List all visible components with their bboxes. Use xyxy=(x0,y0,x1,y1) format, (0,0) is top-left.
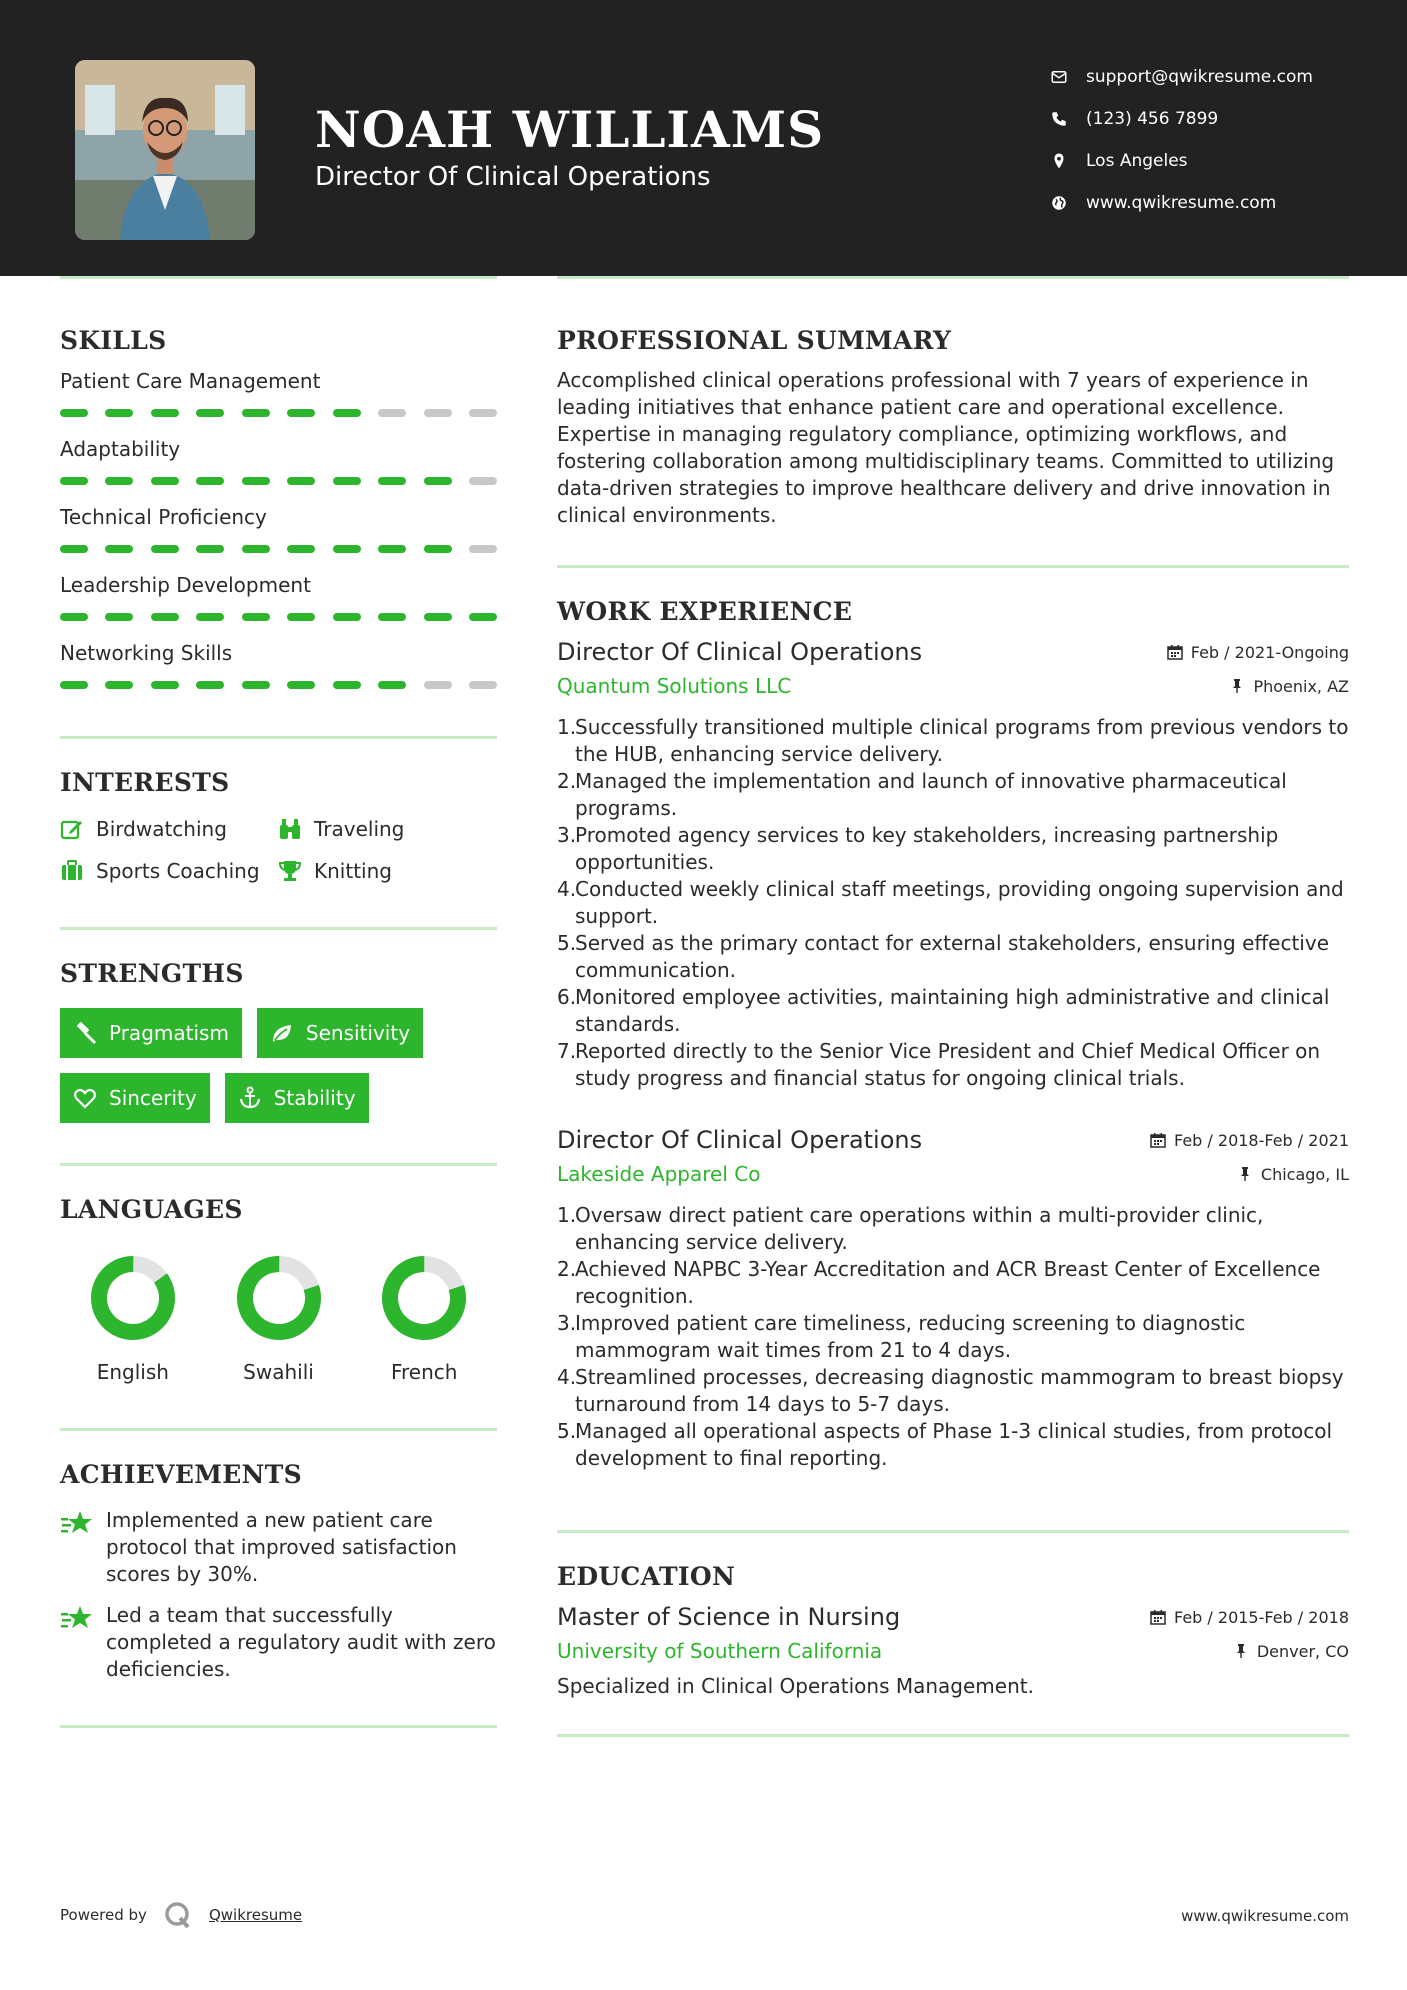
calendar-icon xyxy=(1167,644,1183,660)
skill-level-dash xyxy=(287,613,315,621)
strength-badge xyxy=(60,1073,210,1123)
job-company: Quantum Solutions LLC xyxy=(557,674,792,698)
duty-text: Successfully transitioned multiple clinical programs from previous vendors to the HUB, enhancing service delivery. xyxy=(575,715,1349,766)
job-location-text: Chicago, IL xyxy=(1260,1164,1349,1184)
interest-item xyxy=(278,817,497,841)
strength-badge xyxy=(225,1073,369,1123)
language-name: French xyxy=(390,1360,458,1384)
skill-level-dash xyxy=(424,545,452,553)
duty-number: 4. xyxy=(557,1365,577,1389)
star-icon xyxy=(60,1604,94,1632)
education-title: EDUCATION xyxy=(557,1562,736,1591)
pin-icon xyxy=(1229,678,1245,694)
skill-level-dash xyxy=(378,681,406,689)
duty-number: 2. xyxy=(557,769,577,793)
duty-number: 7. xyxy=(557,1039,577,1063)
language-donut-fill xyxy=(381,1255,467,1341)
job-company: Lakeside Apparel Co xyxy=(557,1162,761,1186)
achievement-item xyxy=(60,1602,497,1683)
language-item xyxy=(60,1254,206,1384)
education-location xyxy=(1233,1642,1349,1661)
job-company-row xyxy=(557,1162,1349,1186)
contact-phone-text: (123) 456 7899 xyxy=(1086,109,1219,129)
job-duty xyxy=(557,1310,1349,1364)
edit-icon xyxy=(60,817,84,841)
education-row xyxy=(557,1639,1349,1663)
interest-label: Birdwatching xyxy=(96,817,227,841)
language-donut xyxy=(235,1254,323,1342)
job-duty xyxy=(557,1418,1349,1472)
skill-level-dash xyxy=(196,409,224,417)
skill-level-dash xyxy=(287,545,315,553)
skill-name: Adaptability xyxy=(60,437,181,461)
interest-label: Sports Coaching xyxy=(96,859,260,883)
duty-number: 1. xyxy=(557,715,577,739)
skill-level-dash xyxy=(333,477,361,485)
language-donut xyxy=(380,1254,468,1342)
skill-level-dash xyxy=(333,545,361,553)
globe-icon xyxy=(1050,194,1068,212)
job-title: Director Of Clinical Operations xyxy=(557,638,923,666)
duty-text: Oversaw direct patient care operations within a multi-provider clinic, enhancing service delivery. xyxy=(575,1203,1264,1254)
skill-level-dash xyxy=(469,613,497,621)
anchor-icon xyxy=(238,1086,262,1110)
section-divider xyxy=(557,1734,1349,1737)
star-icon xyxy=(60,1509,94,1537)
duty-number: 1. xyxy=(557,1203,577,1227)
job-entry xyxy=(557,638,1349,1092)
skill-level-dash xyxy=(469,409,497,417)
right-column xyxy=(557,276,1349,1737)
strength-label: Sensitivity xyxy=(305,1021,411,1045)
skill-level-dash xyxy=(151,613,179,621)
leaf-icon xyxy=(270,1021,294,1045)
job-duty xyxy=(557,768,1349,822)
strengths-list xyxy=(60,1008,497,1123)
skill-level-dash xyxy=(242,409,270,417)
skill-level-dash xyxy=(60,681,88,689)
job-duties xyxy=(557,1202,1349,1472)
skill-level-dash xyxy=(333,681,361,689)
skill-name: Technical Proficiency xyxy=(60,505,267,529)
job-location-text: Phoenix, AZ xyxy=(1253,676,1349,696)
languages-title: LANGUAGES xyxy=(60,1195,243,1224)
strength-label: Stability xyxy=(273,1086,356,1110)
education-dates xyxy=(1150,1608,1349,1627)
language-item xyxy=(206,1254,352,1384)
skill-level-dash xyxy=(424,409,452,417)
job-duties xyxy=(557,714,1349,1092)
job-duty xyxy=(557,1256,1349,1310)
footer-website[interactable]: www.qwikresume.com xyxy=(1181,1907,1349,1925)
skill-level-dash xyxy=(196,477,224,485)
skill-level-dash xyxy=(105,409,133,417)
skill-level-dash xyxy=(242,681,270,689)
skills-list xyxy=(60,369,497,689)
job-duty xyxy=(557,1202,1349,1256)
skill-level-dash xyxy=(469,477,497,485)
skill-level-dash xyxy=(60,545,88,553)
duty-text: Improved patient care timeliness, reducing screening to diagnostic mammogram wait times from 21 to 4 days. xyxy=(575,1311,1246,1362)
skill-level-bar xyxy=(60,477,497,485)
experience-title: WORK EXPERIENCE xyxy=(557,597,853,626)
skill-level-dash xyxy=(287,409,315,417)
education-location-text: Denver, CO xyxy=(1256,1641,1349,1661)
job-entry xyxy=(557,1126,1349,1472)
skill-level-dash xyxy=(151,477,179,485)
duty-text: Managed all operational aspects of Phase 1-3 clinical studies, from protocol development to final reporting. xyxy=(575,1419,1333,1470)
skill-level-dash xyxy=(151,409,179,417)
duty-number: 3. xyxy=(557,1311,577,1335)
heart-icon xyxy=(73,1086,97,1110)
duty-text: Achieved NAPBC 3-Year Accreditation and ACR Breast Center of Excellence recognition. xyxy=(575,1257,1321,1308)
interest-label: Traveling xyxy=(314,817,405,841)
language-item xyxy=(351,1254,497,1384)
summary-text: Accomplished clinical operations professional with 7 years of experience in leading initiatives that enhance patient care and operational excellence. Expertise in managing regulatory compliance, optimizing workflows, and fostering collaboration among multidisciplinary teams. Committed to utilizing data-driven strategies to improve healthcare delivery and drive innovation in clinical environments. xyxy=(557,368,1335,527)
skill-level-bar xyxy=(60,545,497,553)
skill-level-dash xyxy=(60,613,88,621)
strength-label: Pragmatism xyxy=(109,1021,229,1045)
trophy-icon xyxy=(278,859,302,883)
strength-badge xyxy=(257,1008,423,1058)
strengths-title: STRENGTHS xyxy=(60,959,244,988)
education-description: Specialized in Clinical Operations Management. xyxy=(557,1674,1034,1698)
language-name: Swahili xyxy=(243,1360,314,1384)
skill-level-dash xyxy=(105,681,133,689)
section-divider xyxy=(60,1725,497,1728)
skill-level-dash xyxy=(378,409,406,417)
interest-item xyxy=(278,859,497,883)
skill-level-dash xyxy=(424,477,452,485)
language-donut xyxy=(89,1254,177,1342)
footer-powered-by xyxy=(60,1900,302,1930)
language-donut-fill xyxy=(89,1254,177,1342)
job-duty xyxy=(557,822,1349,876)
degree-title: Master of Science in Nursing xyxy=(557,1603,901,1631)
skill-level-dash xyxy=(469,545,497,553)
gavel-icon xyxy=(73,1021,97,1045)
jobs-list xyxy=(557,638,1349,1472)
skill-level-dash xyxy=(105,545,133,553)
skill-level-dash xyxy=(151,545,179,553)
education-row xyxy=(557,1603,1349,1631)
skill-level-dash xyxy=(196,545,224,553)
skill-level-dash xyxy=(196,613,224,621)
duty-number: 4. xyxy=(557,877,577,901)
skill-level-dash xyxy=(60,409,88,417)
strength-label: Sincerity xyxy=(109,1086,197,1110)
skill-level-dash xyxy=(151,681,179,689)
contact-location xyxy=(1050,140,1313,182)
skill-level-dash xyxy=(424,681,452,689)
brand-link[interactable]: Qwikresume xyxy=(208,1906,303,1924)
duty-text: Managed the implementation and launch of innovative pharmaceutical programs. xyxy=(575,769,1287,820)
achievements-title: ACHIEVEMENTS xyxy=(60,1460,302,1489)
contact-website[interactable] xyxy=(1050,182,1313,224)
skill-level-dash xyxy=(60,477,88,485)
skill-level-dash xyxy=(287,681,315,689)
skill-level-bar xyxy=(60,409,497,417)
job-location xyxy=(1229,677,1349,696)
resume-header xyxy=(0,0,1407,276)
language-donut-fill xyxy=(236,1255,322,1341)
skill-level-dash xyxy=(196,681,224,689)
contact-website-text: www.qwikresume.com xyxy=(1086,193,1277,213)
skill-level-dash xyxy=(287,477,315,485)
achievement-text: Implemented a new patient care protocol that improved satisfaction scores by 30%. xyxy=(106,1508,457,1586)
skill-level-bar xyxy=(60,613,497,621)
left-column xyxy=(60,276,497,1728)
contact-location-text: Los Angeles xyxy=(1086,151,1188,171)
job-duty xyxy=(557,1038,1349,1092)
interests-title: INTERESTS xyxy=(60,768,230,797)
calendar-icon xyxy=(1150,1609,1166,1625)
candidate-name: NOAH WILLIAMS xyxy=(315,100,825,159)
job-duty xyxy=(557,930,1349,984)
job-header-row xyxy=(557,1126,1349,1154)
pin-icon xyxy=(1233,1643,1249,1659)
job-company-row xyxy=(557,674,1349,698)
duty-number: 5. xyxy=(557,1419,577,1443)
language-name: English xyxy=(96,1360,169,1384)
duty-text: Reported directly to the Senior Vice President and Chief Medical Officer on study progress and financial status for ongoing clinical trials. xyxy=(575,1039,1321,1090)
education-dates-text: Feb / 2015-Feb / 2018 xyxy=(1174,1607,1349,1627)
interest-label: Knitting xyxy=(314,859,392,883)
binoculars-icon xyxy=(278,817,302,841)
interest-item xyxy=(60,817,278,841)
skill-level-dash xyxy=(333,613,361,621)
map-pin-icon xyxy=(1050,152,1068,170)
duty-text: Promoted agency services to key stakeholders, increasing partnership opportunities. xyxy=(575,823,1279,874)
job-dates-text: Feb / 2018-Feb / 2021 xyxy=(1174,1130,1349,1150)
skill-level-dash xyxy=(105,613,133,621)
envelope-icon xyxy=(1050,68,1068,86)
skill-name: Patient Care Management xyxy=(60,369,321,393)
duty-text: Conducted weekly clinical staff meetings, providing ongoing supervision and support. xyxy=(575,877,1344,928)
job-dates xyxy=(1167,643,1349,662)
briefcase-icon xyxy=(60,859,84,883)
phone-icon xyxy=(1050,110,1068,128)
strength-badge xyxy=(60,1008,242,1058)
job-dates xyxy=(1150,1131,1349,1150)
duty-text: Monitored employee activities, maintaining high administrative and clinical standards. xyxy=(575,985,1330,1036)
skill-level-dash xyxy=(242,545,270,553)
achievement-text: Led a team that successfully completed a regulatory audit with zero deficiencies. xyxy=(106,1603,496,1681)
pin-icon xyxy=(1237,1166,1253,1182)
skill-level-dash xyxy=(333,409,361,417)
job-location xyxy=(1237,1165,1349,1184)
duty-text: Served as the primary contact for external stakeholders, ensuring effective communication. xyxy=(575,931,1329,982)
skill-level-dash xyxy=(378,545,406,553)
skill-name: Networking Skills xyxy=(60,641,233,665)
contact-list xyxy=(1050,56,1313,224)
job-duty xyxy=(557,876,1349,930)
skill-level-dash xyxy=(469,681,497,689)
job-header-row xyxy=(557,638,1349,666)
skill-level-dash xyxy=(242,477,270,485)
contact-email[interactable] xyxy=(1050,56,1313,98)
powered-by-text: Powered by xyxy=(60,1906,147,1924)
profile-photo xyxy=(75,60,255,240)
skills-title: SKILLS xyxy=(60,326,167,355)
interests-list xyxy=(60,817,497,883)
candidate-title: Director Of Clinical Operations xyxy=(315,162,711,192)
qwikresume-logo-icon xyxy=(163,1900,193,1930)
school-name: University of Southern California xyxy=(557,1639,883,1663)
skill-level-dash xyxy=(378,613,406,621)
skill-level-dash xyxy=(105,477,133,485)
contact-email-text: support@qwikresume.com xyxy=(1086,67,1313,87)
skill-level-dash xyxy=(242,613,270,621)
languages-list xyxy=(60,1254,497,1384)
skill-level-bar xyxy=(60,681,497,689)
interest-item xyxy=(60,859,278,883)
achievement-item xyxy=(60,1507,497,1588)
skill-level-dash xyxy=(424,613,452,621)
job-title: Director Of Clinical Operations xyxy=(557,1126,923,1154)
summary-title: PROFESSIONAL SUMMARY xyxy=(557,326,952,355)
contact-phone[interactable] xyxy=(1050,98,1313,140)
duty-number: 5. xyxy=(557,931,577,955)
duty-number: 6. xyxy=(557,985,577,1009)
job-dates-text: Feb / 2021-Ongoing xyxy=(1190,642,1349,662)
duty-text: Streamlined processes, decreasing diagnostic mammogram to breast biopsy turnaround from 14 days to 5-7 days. xyxy=(575,1365,1344,1416)
skill-name: Leadership Development xyxy=(60,573,311,597)
duty-number: 2. xyxy=(557,1257,577,1281)
job-duty xyxy=(557,984,1349,1038)
job-duty xyxy=(557,714,1349,768)
job-duty xyxy=(557,1364,1349,1418)
skill-level-dash xyxy=(378,477,406,485)
calendar-icon xyxy=(1150,1132,1166,1148)
duty-number: 3. xyxy=(557,823,577,847)
